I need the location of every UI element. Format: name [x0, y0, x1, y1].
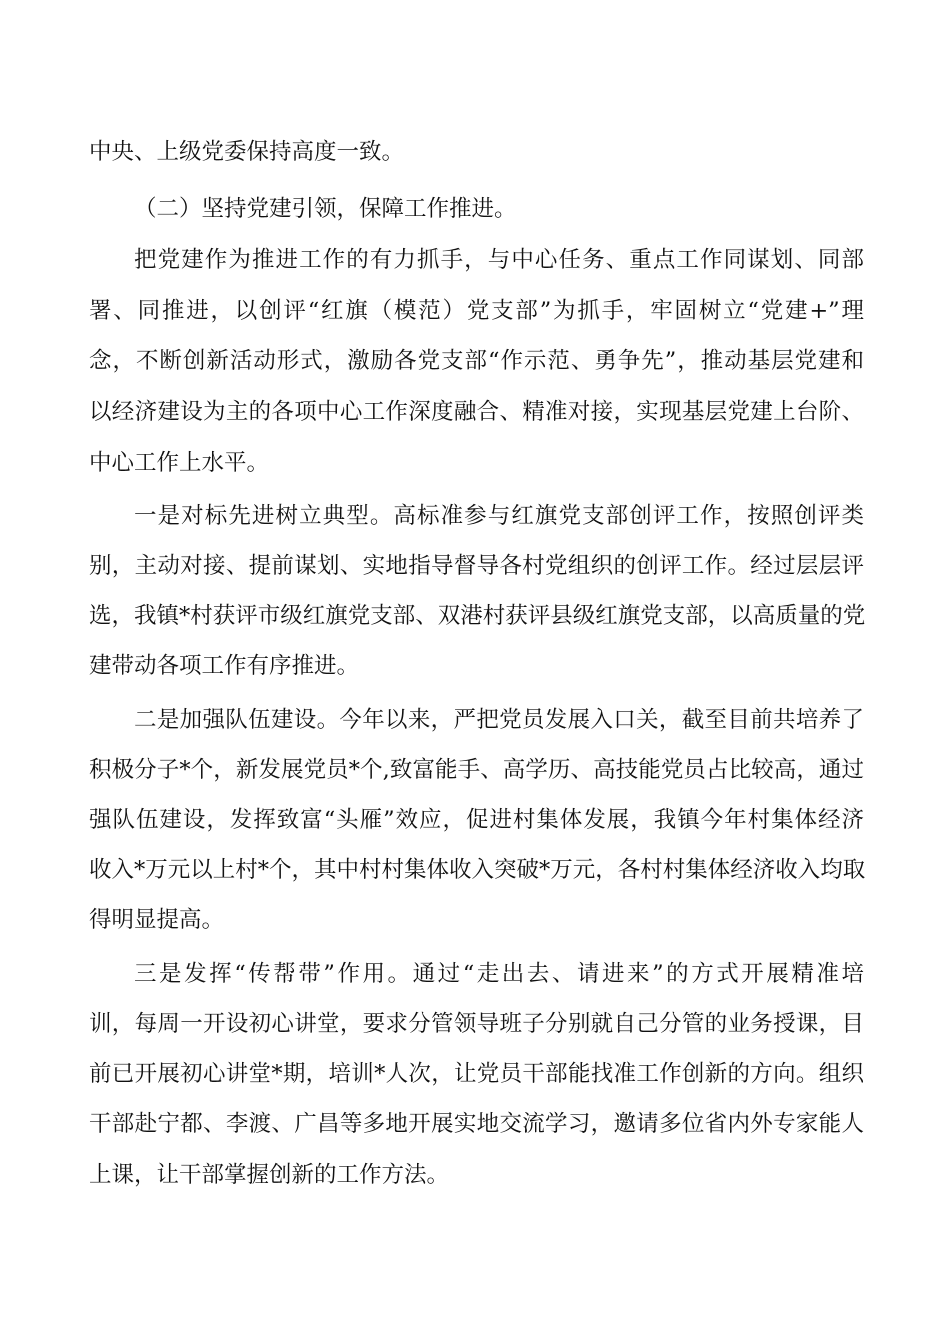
text-line: 把党建作为推进工作的有力抓手，与中心任务、重点工作同谋划、同部 [134, 247, 864, 273]
text-line: 中央、上级党委保持高度一致。 [89, 139, 405, 165]
text-line: 得明显提高。 [89, 907, 225, 933]
text-line: 选，我镇*村获评市级红旗党支部、双港村获评县级红旗党支部，以高质量的党 [89, 603, 866, 629]
text-line: 署、同推进，以创评“红旗（模范）党支部”为抓手，牢固树立“党建+”理 [89, 298, 864, 324]
text-line: 中心工作上水平。 [89, 450, 270, 476]
text-line: 建带动各项工作有序推进。 [89, 653, 360, 679]
text-line: 上课，让干部掌握创新的工作方法。 [89, 1162, 450, 1188]
text-line: 一是对标先进树立典型。高标准参与红旗党支部创评工作，按照创评类 [134, 503, 864, 529]
text-line: 二是加强队伍建设。今年以来，严把党员发展入口关，截至目前共培养了 [134, 707, 864, 733]
text-line: 别，主动对接、提前谋划、实地指导督导各村党组织的创评工作。经过层层评 [89, 553, 864, 579]
text-line: 前已开展初心讲堂*期，培训*人次，让党员干部能找准工作创新的方向。组织 [89, 1061, 864, 1087]
text-line: 训，每周一开设初心讲堂，要求分管领导班子分别就自己分管的业务授课，目 [89, 1011, 864, 1037]
text-line: 强队伍建设，发挥致富“头雁”效应，促进村集体发展，我镇今年村集体经济 [89, 807, 864, 833]
text-line: 念，不断创新活动形式，激励各党支部“作示范、勇争先”，推动基层党建和 [89, 348, 864, 374]
text-line: 干部赴宁都、李渡、广昌等多地开展实地交流学习，邀请多位省内外专家能人 [89, 1111, 864, 1137]
text-line: 积极分子*个，新发展党员*个,致富能手、高学历、高技能党员占比较高，通过 [89, 757, 864, 783]
text-line: 收入*万元以上村*个，其中村村集体收入突破*万元，各村村集体经济收入均取 [89, 857, 866, 883]
section-heading: （二）坚持党建引领，保障工作推进。 [134, 196, 517, 222]
text-line: 以经济建设为主的各项中心工作深度融合、精准对接，实现基层党建上台阶、 [89, 399, 864, 425]
text-line: 三是发挥“传帮带”作用。通过“走出去、请进来”的方式开展精准培 [134, 961, 864, 987]
